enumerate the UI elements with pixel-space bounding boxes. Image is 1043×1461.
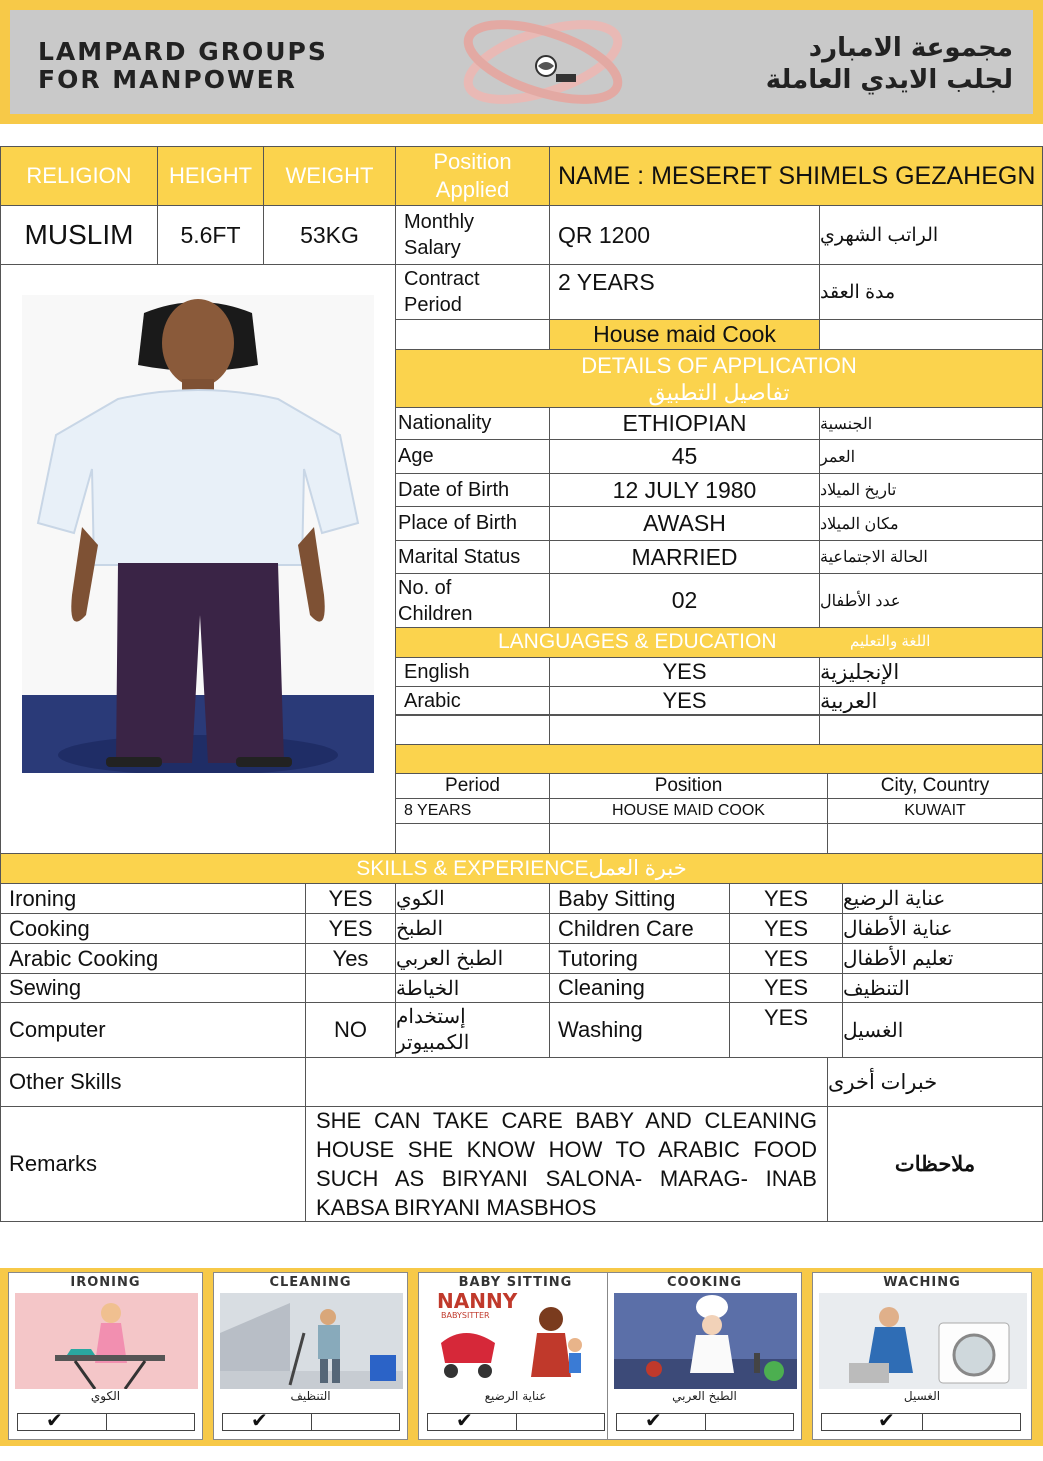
skill-label-ar: الطبخ العربي — [395, 943, 550, 974]
exp-header-period: Period — [395, 773, 550, 799]
skill-card-ar: الطبخ العربي — [672, 1389, 737, 1403]
salary-value: QR 1200 — [549, 205, 820, 265]
detail-label — [395, 573, 550, 628]
religion-header: RELIGION — [0, 146, 158, 206]
skills-section-header: SKILLS & EXPERIENCEخبرة العمل — [0, 853, 1043, 884]
detail-label: Date of Birth — [395, 473, 550, 507]
language-value: YES — [549, 686, 820, 716]
salary-label-line2: Salary — [404, 237, 461, 259]
skill-value: YES — [729, 943, 843, 974]
company-name-ar — [766, 32, 1013, 96]
detail-label: Marital Status — [395, 540, 550, 574]
skill-card-title: COOKING — [666, 1275, 743, 1290]
language-label: Arabic — [395, 686, 550, 716]
skill-label: Arabic Cooking — [0, 943, 306, 974]
detail-label-ar: العمر — [819, 439, 1043, 474]
skill-value: YES — [729, 883, 843, 914]
exp-blank-b — [549, 823, 828, 854]
remarks-ar: ملاحظات — [827, 1106, 1043, 1222]
detail-label-ar: تاريخ الميلاد — [819, 473, 1043, 507]
detail-value: 45 — [549, 439, 820, 474]
skill-card-title: WACHING — [883, 1275, 961, 1290]
blank-cell-b — [549, 714, 820, 745]
skill-cards-strip — [0, 1268, 1043, 1446]
contract-value: 2 YEARS — [549, 264, 820, 320]
exp-city-value: KUWAIT — [827, 798, 1043, 824]
weight-value: 53KG — [263, 205, 396, 265]
applicant-photo — [22, 295, 374, 773]
skill-label: Computer — [0, 1002, 306, 1058]
salary-label — [395, 205, 550, 265]
skill-card-ar: الغسيل — [903, 1389, 941, 1403]
skill-label-ar: الطبخ — [395, 913, 550, 944]
salary-label-line1: Monthly — [404, 211, 475, 233]
languages-section-header — [395, 627, 1043, 658]
skill-card-ar: التنظيف — [290, 1389, 331, 1403]
skill-label-ar: عناية الأطفال — [842, 913, 1043, 944]
cooking-icon — [614, 1293, 797, 1389]
skill-check-box — [17, 1408, 195, 1432]
check-icon: ✔ — [456, 1408, 473, 1432]
skill-label: Children Care — [549, 913, 730, 944]
skill-value — [305, 973, 396, 1003]
position-header-line1: Position — [433, 149, 512, 174]
skill-label-ar-line2: الكمبيوتر — [396, 1032, 470, 1054]
company-name-en-line1: LAMPARD GROUPS — [38, 37, 328, 66]
position-blank-cell — [395, 319, 550, 350]
details-title-ar: تفاصيل التطبيق — [648, 379, 790, 405]
other-skills-value — [305, 1057, 828, 1107]
exp-blank-a — [395, 823, 550, 854]
skill-check-box — [222, 1408, 400, 1432]
skill-card-baby-sitting — [418, 1272, 613, 1440]
religion-value: MUSLIM — [0, 205, 158, 265]
applicant-name: NAME : MESERET SHIMELS GEZAHEGN — [549, 146, 1043, 206]
company-name-ar-line1: مجموعة الامبارد — [808, 33, 1013, 63]
skill-label-ar-line1: إستخدام — [396, 1006, 466, 1028]
skill-label-ar — [395, 1002, 550, 1058]
detail-value: AWASH — [549, 506, 820, 541]
skill-label: Washing — [549, 1002, 730, 1058]
language-label-ar: الإنجليزية — [819, 657, 1043, 687]
remarks-text — [305, 1106, 828, 1222]
position-header-line2: Applied — [435, 177, 510, 202]
company-logo-icon — [458, 20, 628, 104]
contract-label — [395, 264, 550, 320]
exp-header-city: City, Country — [827, 773, 1043, 799]
position-applied-header — [395, 146, 550, 206]
remarks-line1: SHE CAN TAKE CARE BABY AND CLEANING — [316, 1108, 817, 1133]
skill-card-title: BABY SITTING — [458, 1275, 573, 1290]
ironing-icon — [15, 1293, 198, 1389]
skill-value: YES — [305, 913, 396, 944]
languages-title-en: LANGUAGES & EDUCATION — [498, 630, 777, 653]
skill-check-box — [427, 1408, 605, 1432]
skill-card-washing — [812, 1272, 1032, 1440]
languages-title-ar: اللغة والتعليم — [850, 633, 931, 650]
other-skills-ar: خبرات أخرى — [827, 1057, 1043, 1107]
check-icon: ✔ — [46, 1408, 63, 1432]
skill-value: YES — [305, 883, 396, 914]
details-title-en: DETAILS OF APPLICATION — [581, 352, 857, 378]
skill-value: YES — [729, 973, 843, 1003]
check-icon: ✔ — [645, 1408, 662, 1432]
skill-label: Sewing — [0, 973, 306, 1003]
skill-check-box — [821, 1408, 1021, 1432]
skill-card-ar: الكوي — [90, 1389, 121, 1403]
blank-cell-a — [395, 714, 550, 745]
skill-value: Yes — [305, 943, 396, 974]
salary-label-ar: الراتب الشهري — [819, 205, 1043, 265]
applicant-photo-icon — [22, 295, 374, 773]
remarks-line4: KABSA BIRYANI MASBHOS — [316, 1195, 597, 1220]
remarks-line2: HOUSE SHE KNOW HOW TO ARABIC FOOD — [316, 1137, 817, 1162]
skill-label: Cooking — [0, 913, 306, 944]
skill-value: YES — [729, 1002, 843, 1058]
check-icon: ✔ — [251, 1408, 268, 1432]
detail-label-line2: Children — [398, 602, 473, 625]
company-name-ar-line2: لجلب الايدي العاملة — [765, 65, 1013, 95]
weight-header: WEIGHT — [263, 146, 396, 206]
detail-label: Age — [395, 439, 550, 474]
header-panel — [10, 10, 1033, 114]
other-skills-label: Other Skills — [0, 1057, 306, 1107]
blank-cell-c — [819, 714, 1043, 745]
language-value: YES — [549, 657, 820, 687]
skill-card-cooking — [607, 1272, 802, 1440]
detail-label: Nationality — [395, 407, 550, 440]
skill-label: Tutoring — [549, 943, 730, 974]
detail-value: 02 — [549, 573, 820, 628]
skill-label-ar: الخياطة — [395, 973, 550, 1003]
company-name-en — [38, 38, 328, 94]
detail-value: MARRIED — [549, 540, 820, 574]
skill-label-ar: الكوي — [395, 883, 550, 914]
exp-blank-c — [827, 823, 1043, 854]
exp-period-value: 8 YEARS — [395, 798, 550, 824]
skill-card-title: IRONING — [70, 1275, 141, 1290]
skill-label-ar: التنظيف — [842, 973, 1043, 1003]
remarks-line3: SUCH AS BIRYANI SALONA- MARAG- INAB — [316, 1166, 817, 1191]
skill-value: NO — [305, 1002, 396, 1058]
contract-label-line2: Period — [404, 294, 462, 316]
header-banner — [0, 0, 1043, 124]
detail-label: Place of Birth — [395, 506, 550, 541]
detail-label-ar: عدد الأطفال — [819, 573, 1043, 628]
skill-card-title: CLEANING — [269, 1275, 352, 1290]
skill-label-ar: تعليم الأطفال — [842, 943, 1043, 974]
skill-card-ironing — [8, 1272, 203, 1440]
exp-header-position: Position — [549, 773, 828, 799]
company-name-en-line2: FOR MANPOWER — [38, 65, 297, 94]
details-section-header — [395, 349, 1043, 408]
skill-label: Baby Sitting — [549, 883, 730, 914]
language-label: English — [395, 657, 550, 687]
experience-spacer — [395, 744, 1043, 774]
detail-label-line1: No. of — [398, 576, 452, 599]
detail-label-ar: الجنسية — [819, 407, 1043, 440]
position-value: House maid Cook — [549, 319, 820, 350]
skill-check-box — [616, 1408, 794, 1432]
contract-label-ar: مدة العقد — [819, 264, 1043, 320]
cleaning-icon — [220, 1293, 403, 1389]
language-label-ar: العربية — [819, 686, 1043, 716]
skill-label-ar: الغسيل — [842, 1002, 1043, 1058]
skill-card-cleaning — [213, 1272, 408, 1440]
detail-value: 12 JULY 1980 — [549, 473, 820, 507]
skill-label: Ironing — [0, 883, 306, 914]
skill-label-ar: عناية الرضيع — [842, 883, 1043, 914]
nanny-badge-sub: BABYSITTER — [441, 1311, 490, 1320]
height-value: 5.6FT — [157, 205, 264, 265]
check-icon: ✔ — [878, 1408, 895, 1432]
nanny-badge: NANNY — [437, 1289, 518, 1313]
detail-label-ar: مكان الميلاد — [819, 506, 1043, 541]
washing-icon — [819, 1293, 1027, 1389]
position-blank-right — [819, 319, 1043, 350]
skill-value: YES — [729, 913, 843, 944]
skill-label: Cleaning — [549, 973, 730, 1003]
detail-label-ar: الحالة الاجتماعية — [819, 540, 1043, 574]
height-header: HEIGHT — [157, 146, 264, 206]
contract-label-line1: Contract — [404, 268, 480, 290]
skill-card-ar: عناية الرضيع — [484, 1389, 547, 1403]
exp-position-value: HOUSE MAID COOK — [549, 798, 828, 824]
remarks-label: Remarks — [0, 1106, 306, 1222]
detail-value: ETHIOPIAN — [549, 407, 820, 440]
